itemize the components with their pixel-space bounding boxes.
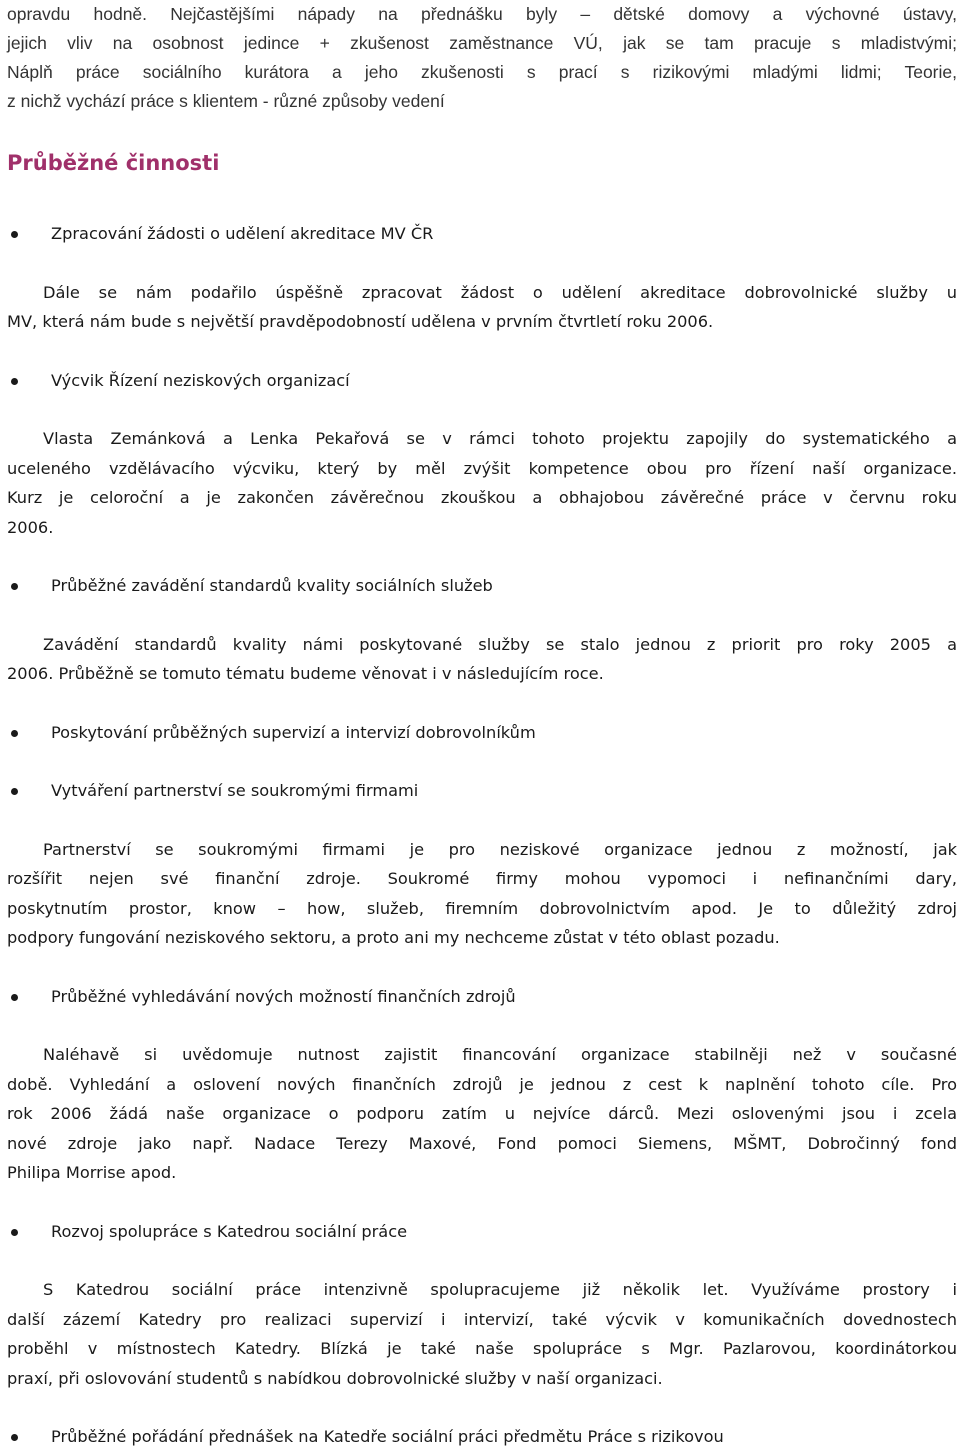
- paragraph-line: 2006. Průběžně se tomuto tématu budeme věnovat i v následujícím roce.: [7, 664, 604, 683]
- bullet-item: [7, 1217, 957, 1247]
- intro-line: Náplň práce sociálního kurátora a jeho zkušenosti s prací s rizikovými mladými lidmi; Teorie,: [7, 62, 957, 82]
- paragraph-line: rok 2006 žádá naše organizace o podporu zatím u nejvíce dárců. Mezi oslovenými jsou i zcela: [7, 1104, 957, 1123]
- paragraph-line: další zázemí Katedry pro realizaci supervizí i intervizí, také výcvik v komunikačních dovednostech: [7, 1309, 957, 1329]
- bullet-label: Zpracování žádosti o udělení akreditace MV ČR: [51, 224, 434, 243]
- paragraph-line: uceleného vzdělávacího výcviku, který by měl zvýšit kompetence obou pro řízení naší organizace.: [7, 458, 957, 478]
- bullet-icon: [11, 788, 18, 795]
- item-paragraph: [7, 630, 957, 689]
- bullet-icon: [11, 1434, 18, 1441]
- bullet-label: Výcvik Řízení neziskových organizací: [51, 370, 350, 390]
- intro-line: opravdu hodně. Nejčastějšími nápady na přednášku byly – dětské domovy a výchovné ústavy,: [7, 4, 957, 24]
- section-heading: Průběžné činnosti: [7, 151, 220, 175]
- intro-line: z nichž vychází práce s klientem - různé způsoby vedení: [7, 91, 445, 111]
- paragraph-line: praxí, při oslovování studentů s nabídkou dobrovolnické služby v naší organizaci.: [7, 1368, 663, 1388]
- item-paragraph: [7, 835, 957, 953]
- bullet-item: [7, 571, 957, 601]
- paragraph-line: nové zdroje jako např. Nadace Terezy Maxové, Fond pomoci Siemens, MŠMT, Dobročinný fond: [7, 1133, 957, 1153]
- item-paragraph: [7, 1275, 957, 1393]
- bullet-item: [7, 1422, 957, 1452]
- paragraph-line: poskytnutím prostor, know – how, služeb, firemním dobrovolnictvím apod. Je to důležitý zdroj: [7, 898, 957, 918]
- paragraph-line: Naléhavě si uvědomuje nutnost zajistit financování organizace stabilněji než v současné: [43, 1045, 957, 1064]
- bullet-label: Průběžné zavádění standardů kvality sociálních služeb: [51, 576, 493, 595]
- paragraph-line: Kurz je celoroční a je zakončen závěrečnou zkouškou a obhajobou závěrečné práce v červnu roku: [7, 488, 957, 507]
- document-page: [7, 0, 957, 1452]
- paragraph-line: Partnerství se soukromými firmami je pro neziskové organizace jednou z možností, jak: [43, 839, 957, 859]
- bullet-item: [7, 718, 957, 748]
- bullet-item: [7, 366, 957, 396]
- item-paragraph: [7, 278, 957, 337]
- bullet-label: Poskytování průběžných supervizí a intervizí dobrovolníkům: [51, 722, 536, 742]
- intro-paragraph: [7, 0, 957, 116]
- item-paragraph: [7, 1040, 957, 1188]
- bullet-icon: [11, 730, 18, 737]
- paragraph-line: S Katedrou sociální práce intenzivně spolupracujeme již několik let. Využíváme prostory i: [43, 1280, 957, 1299]
- paragraph-line: Vlasta Zemánková a Lenka Pekařová se v rámci tohoto projektu zapojily do systematického a: [43, 429, 957, 448]
- bullet-label: Průběžné vyhledávání nových možností finančních zdrojů: [51, 986, 516, 1006]
- paragraph-line: Philipa Morrise apod.: [7, 1163, 177, 1182]
- bullet-label: Rozvoj spolupráce s Katedrou sociální práce: [51, 1221, 408, 1241]
- paragraph-line: době. Vyhledání a oslovení nových finančních zdrojů je jednou z cest k naplnění tohoto cíle. Pro: [7, 1074, 957, 1094]
- bullet-icon: [11, 378, 18, 385]
- paragraph-line: MV, která nám bude s největší pravděpodobností udělena v prvním čtvrtletí roku 2006.: [7, 312, 714, 331]
- bullet-item: [7, 776, 957, 806]
- bullet-item: [7, 219, 957, 249]
- paragraph-line: Zavádění standardů kvality námi poskytované služby se stalo jednou z priorit pro roky 2005 a: [43, 634, 957, 654]
- bullet-label: Vytváření partnerství se soukromými firmami: [51, 781, 419, 800]
- bullet-icon: [11, 583, 18, 590]
- paragraph-line: podpory fungování neziskového sektoru, a proto ani my nechceme zůstat v této oblast pozadu.: [7, 928, 780, 947]
- bullet-icon: [11, 994, 18, 1001]
- bullet-icon: [11, 1229, 18, 1236]
- paragraph-line: rozšířit nejen své finanční zdroje. Soukromé firmy mohou vypomoci i nefinančními dary,: [7, 869, 957, 888]
- intro-line: jejich vliv na osobnost jedince + zkušenost zaměstnance VÚ, jak se tam pracuje s mladistvými;: [7, 33, 957, 53]
- bullet-icon: [11, 231, 18, 238]
- paragraph-line: Dále se nám podařilo úspěšně zpracovat žádost o udělení akreditace dobrovolnické služby u: [43, 282, 957, 302]
- paragraph-line: 2006.: [7, 517, 54, 537]
- item-paragraph: [7, 424, 957, 542]
- bullet-label: Průběžné pořádání přednášek na Katedře sociální práci předmětu Práce s rizikovou: [51, 1427, 724, 1446]
- paragraph-line: proběhl v místnostech Katedry. Blízká je také naše spolupráce s Mgr. Pazlarovou, koordinátorkou: [7, 1339, 957, 1358]
- bullet-item: [7, 982, 957, 1012]
